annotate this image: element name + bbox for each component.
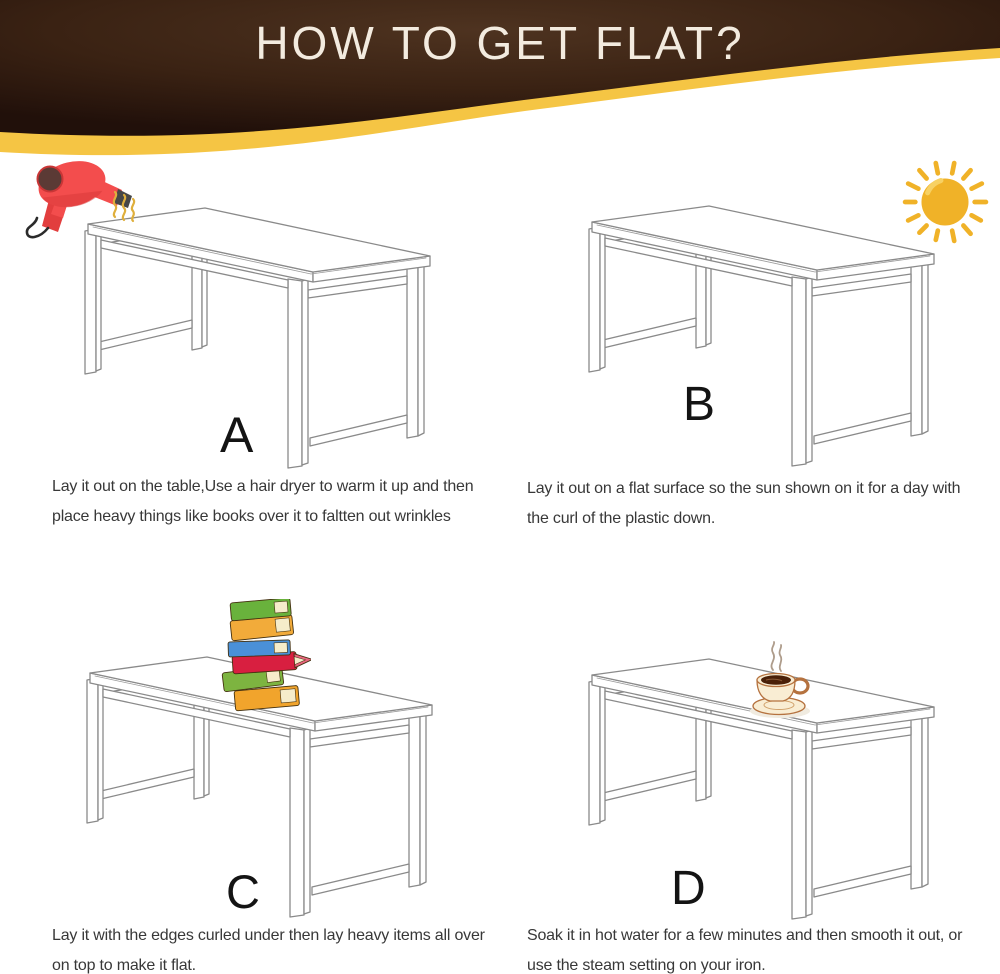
method-b-label: B [683, 378, 716, 431]
caption-line: Lay it out on a flat surface so the sun shown on it for a day with [527, 480, 961, 497]
table-illustration-b [559, 193, 949, 473]
method-a-label: A [220, 407, 254, 463]
caption-line: use the steam setting on your iron. [527, 957, 766, 974]
caption-line: on top to make it flat. [52, 957, 196, 974]
caption-line: Lay it with the edges curled under then lay heavy items all over [52, 927, 485, 944]
method-d-label: D [671, 862, 706, 915]
caption-line: Lay it out on the table,Use a hair dryer to warm it up and then [52, 478, 474, 495]
method-b-caption [527, 474, 960, 534]
method-d-caption [527, 921, 962, 974]
method-a-caption [52, 472, 473, 532]
caption-line: the curl of the plastic down. [527, 510, 716, 527]
book-stack-icon [216, 599, 311, 717]
method-c-caption [52, 921, 485, 974]
hair-dryer-icon [20, 152, 142, 242]
page-title: HOW TO GET FLAT? [255, 17, 745, 69]
coffee-cup-icon [733, 640, 828, 725]
caption-line: place heavy things like books over it to faltten out wrinkles [52, 508, 451, 525]
method-c-label: C [226, 865, 260, 918]
sun-icon [901, 158, 989, 246]
caption-line: Soak it in hot water for a few minutes and then smooth it out, or [527, 927, 963, 944]
